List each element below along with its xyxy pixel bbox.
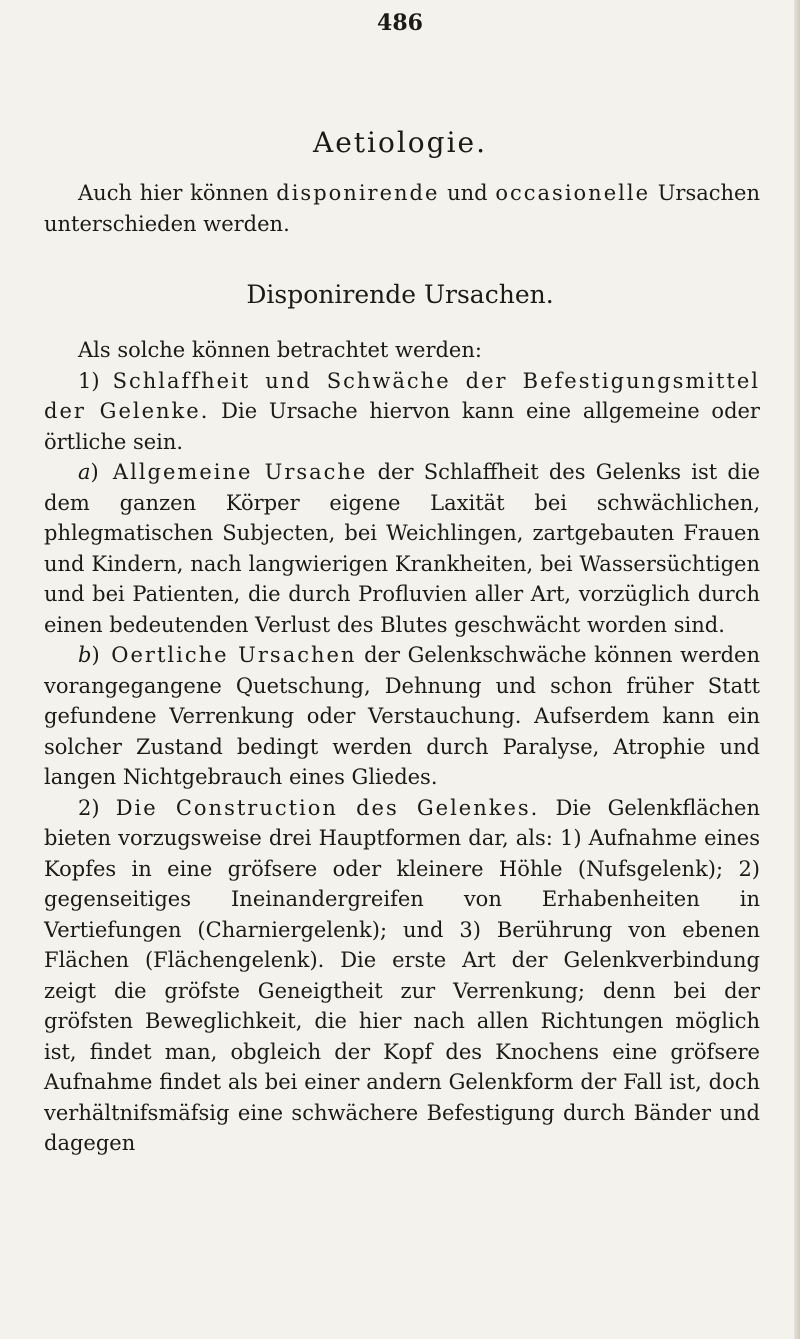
- page-edge: [794, 0, 800, 1339]
- intro-term-occasionelle: occasionelle: [495, 181, 650, 205]
- paragraph-1: Als solche können betrachtet werden:: [78, 338, 482, 362]
- p4-label: b: [78, 643, 92, 667]
- p4-heading: ) Oertliche Ursachen: [91, 643, 357, 667]
- p4-text: der Gelenkschwäche können werden vorangegangene Quetschung, Dehnung und schon früher Statt gefundene Verrenkung oder Verstauchung. Aufserdem kann ein solcher Zustand bedingt werden durch Paralyse, Atrophie und langen Nichtgebrauch eines Gliedes.: [44, 643, 760, 789]
- paragraph-5: [44, 793, 760, 1159]
- p3-text: der Schlaffheit des Gelenks ist die dem ganzen Körper eigene Laxität bei schwächlichen, phlegmatischen Subjecten, bei Weichlingen, zartgebauten Frauen und Kindern, nach langwierigen Krankheiten, bei Wassersüchtigen und bei Patienten, die durch Profluvien aller Art, vorzüglich durch einen bedeutenden Verlust des Blutes geschwächt worden sind.: [44, 460, 760, 637]
- p2-heading: Schlaffheit und Schwäche der Befestigungsmittel der Gelenke.: [44, 368, 760, 423]
- section-heading: Disponirende Ursachen.: [246, 280, 554, 309]
- page-number: 486: [377, 10, 423, 36]
- p2-text: Die Ursache hiervon kann eine allgemeine oder örtliche sein.: [44, 399, 760, 454]
- p2-number: 1): [78, 368, 113, 393]
- paragraph-4: [44, 640, 760, 793]
- p3-heading: ) Allgemeine Ursache: [90, 460, 368, 484]
- p5-text: Die Gelenkflächen bieten vorzugsweise drei Hauptformen dar, als: 1) Aufnahme eines Kopfes in eine gröfsere oder kleinere Höhle (Nufsgelenk); 2) gegenseitiges Ineinandergreifen von Erhabenheiten in Vertiefungen (Charniergelenk); und 3) Berührung von ebenen Flächen (Flächengelenk). Die erste Art der Gelenkverbindung zeigt die gröfste Geneigtheit zur Verrenkung; denn bei der gröfsten Beweglichkeit, die hier nach allen Richtungen möglich ist, findet man, obgleich der Kopf des Knochens eine gröfsere Aufnahme findet als bei einer andern Gelenkform der Fall ist, doch verhältnifsmäfsig eine schwächere Befestigung durch Bänder und dagegen: [44, 795, 760, 1155]
- intro-text-1: Auch hier können: [78, 181, 277, 205]
- p5-number: 2): [78, 795, 116, 820]
- intro-text-3: Ursachen unterschieden werden.: [44, 181, 761, 236]
- main-text: [44, 335, 760, 1159]
- intro-term-disponirende: disponirende: [276, 181, 440, 205]
- intro-paragraph: [44, 178, 760, 239]
- chapter-title: Aetiologie.: [312, 126, 488, 159]
- paragraph-3: [44, 457, 760, 640]
- paragraph-2: [44, 366, 760, 458]
- p3-label: a: [78, 460, 91, 484]
- intro-text-2: und: [439, 181, 496, 205]
- p5-heading: Die Construction des Gelenkes.: [115, 795, 540, 820]
